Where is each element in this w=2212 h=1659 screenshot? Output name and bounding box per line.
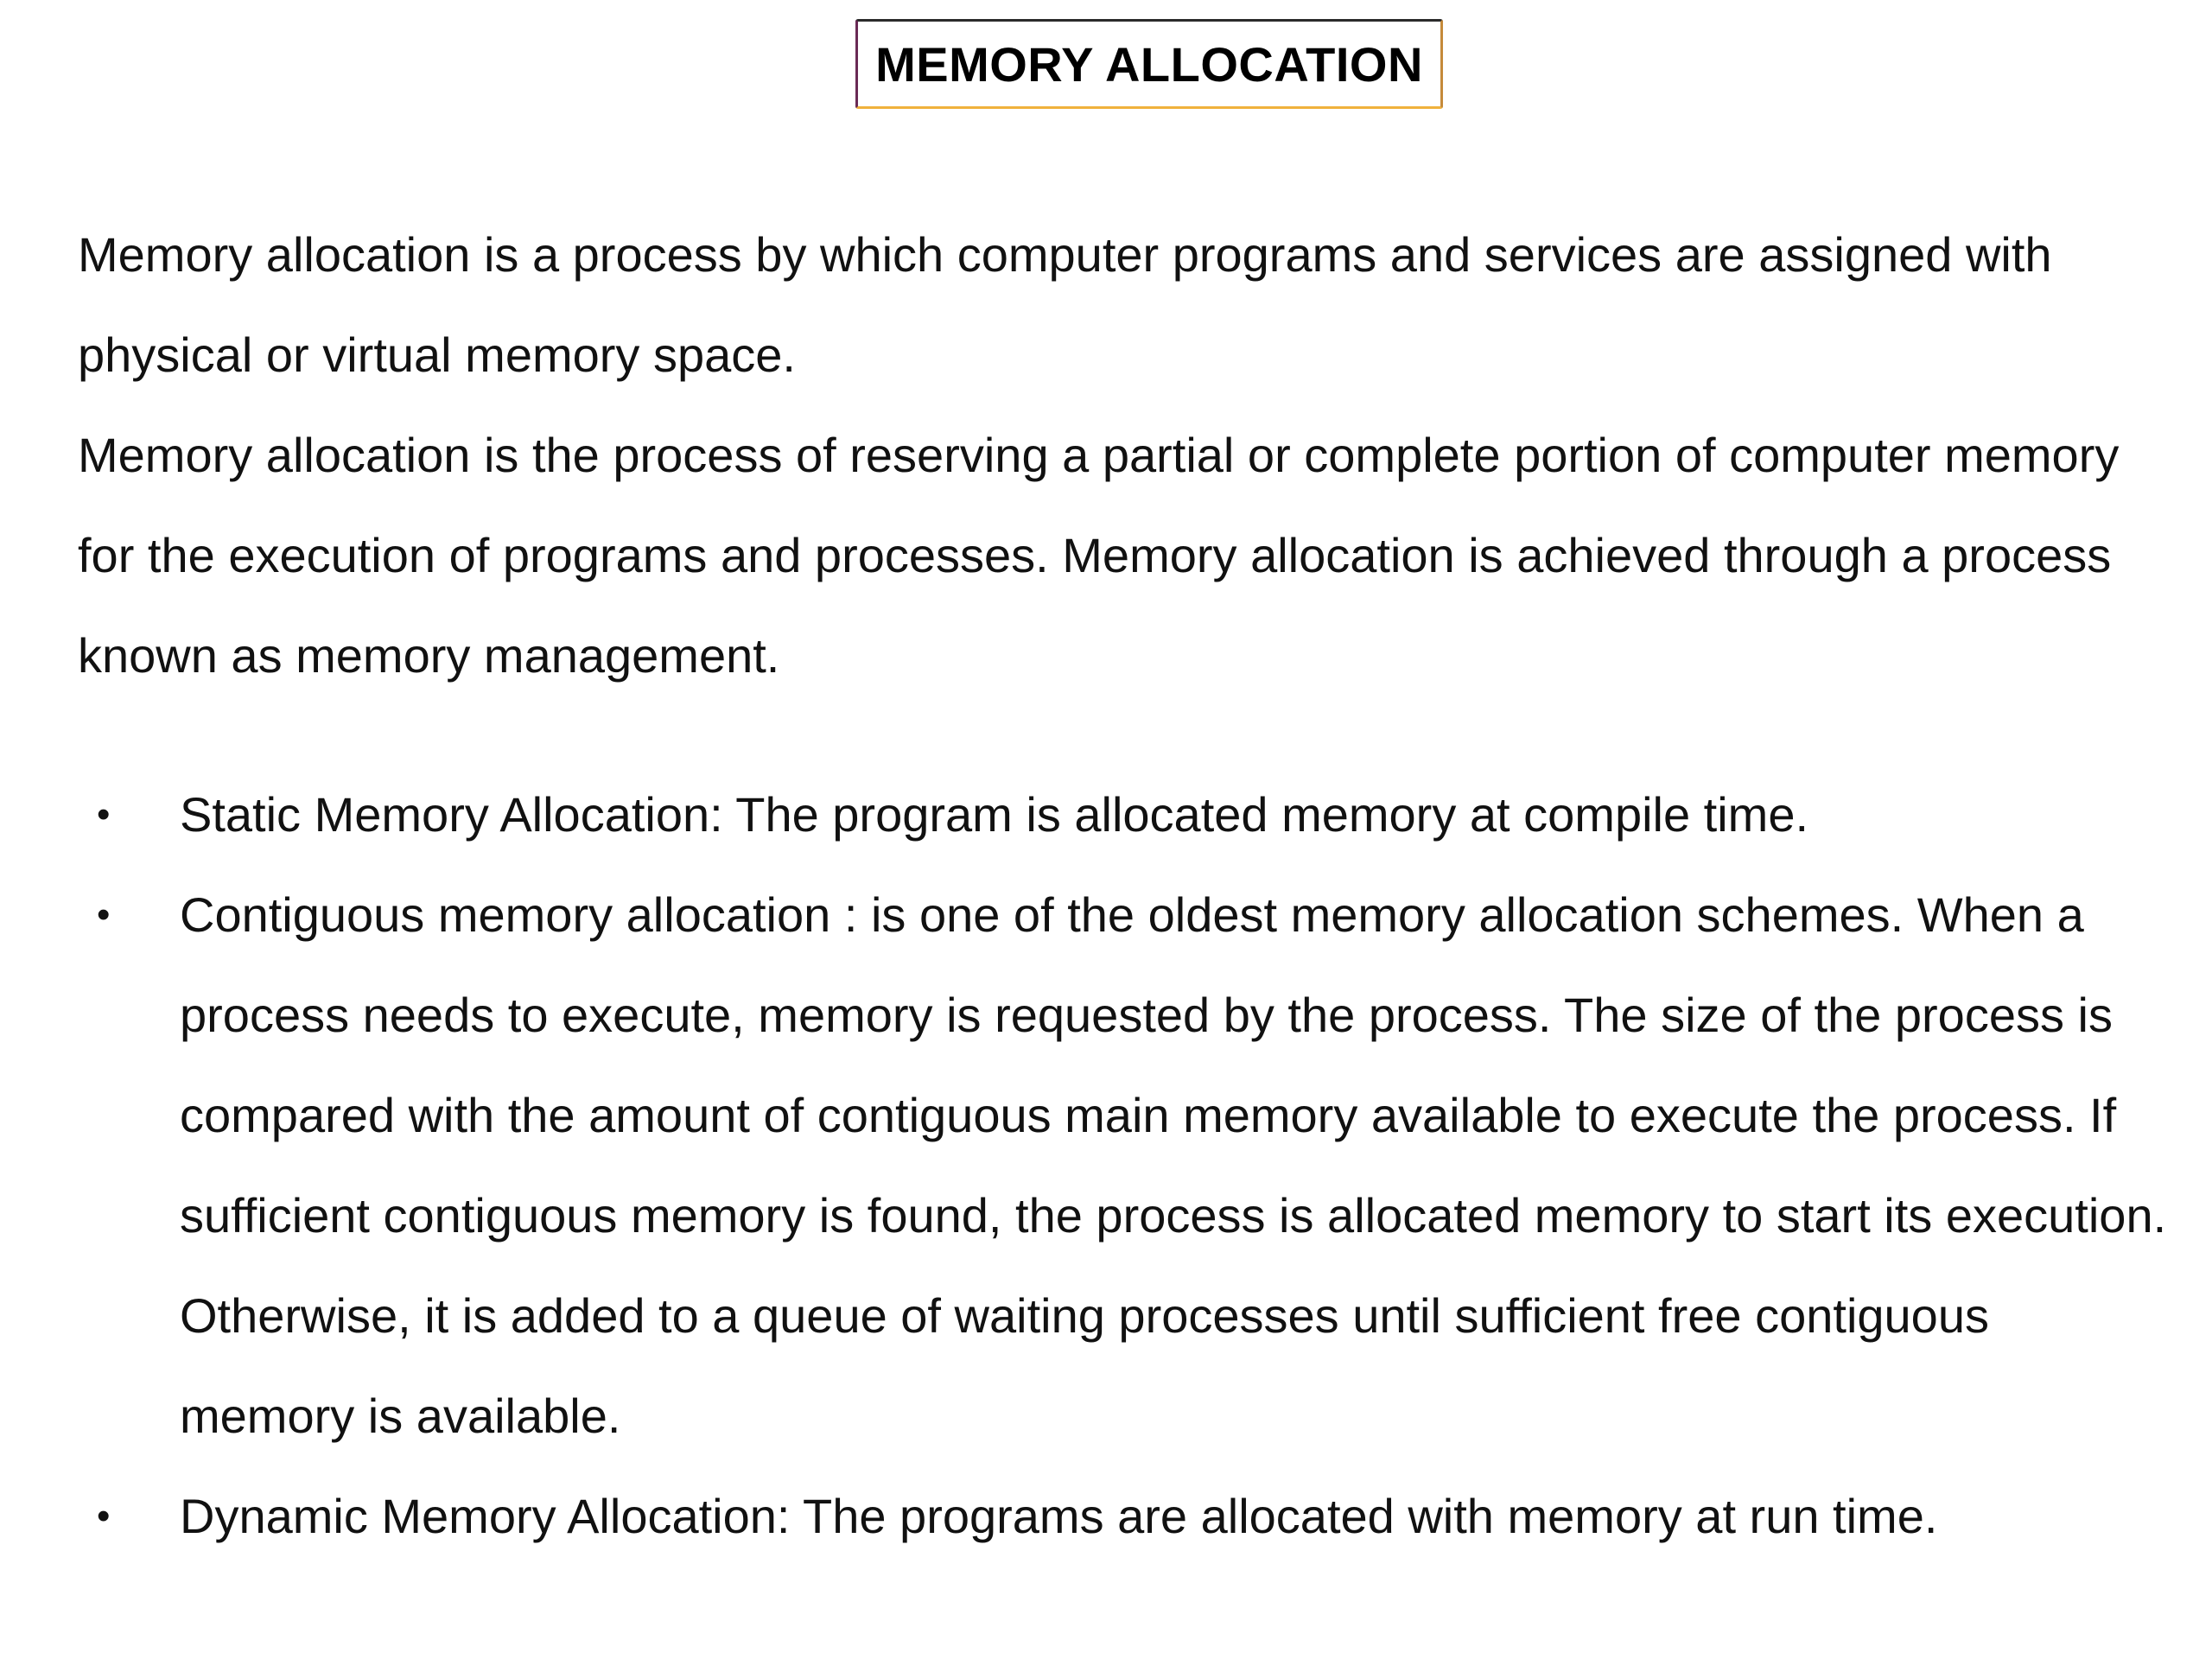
page-title: MEMORY ALLOCATION bbox=[875, 36, 1423, 92]
intro-paragraph-2: Memory allocation is the process of reserving a partial or complete portion of computer memory for the execution of programs and processes. Memory allocation is achieved through a process known as memory management. bbox=[78, 428, 2120, 683]
bullet-dot-icon: • bbox=[97, 793, 111, 836]
bullet-text: Contiguous memory allocation : is one of the oldest memory allocation schemes. When a process needs to execute, memory is requested by the process. The size of the process is compared with the amount of contiguous main memory available to execute the process. If sufficient contiguous memory is found, the process is allocated memory to start its execution. Otherwise, it is added to a queue of waiting processes until sufficient free contiguous memory is available. bbox=[180, 887, 2167, 1443]
intro-text bbox=[78, 205, 2169, 706]
bullet-text: Static Memory Allocation: The program is allocated memory at compile time. bbox=[180, 787, 1809, 842]
title-box bbox=[855, 19, 1443, 109]
bullet-item-dynamic bbox=[78, 1466, 2169, 1567]
bullet-item-contiguous bbox=[78, 865, 2169, 1466]
intro-paragraph-1: Memory allocation is a process by which computer programs and services are assigned with physical or virtual memory space. bbox=[78, 227, 2052, 382]
bullet-item-static bbox=[78, 765, 2169, 865]
bullet-list bbox=[78, 765, 2169, 1567]
bullet-dot-icon: • bbox=[97, 1495, 111, 1537]
bullet-dot-icon: • bbox=[97, 893, 111, 936]
bullet-text: Dynamic Memory Allocation: The programs are allocated with memory at run time. bbox=[180, 1489, 1938, 1543]
